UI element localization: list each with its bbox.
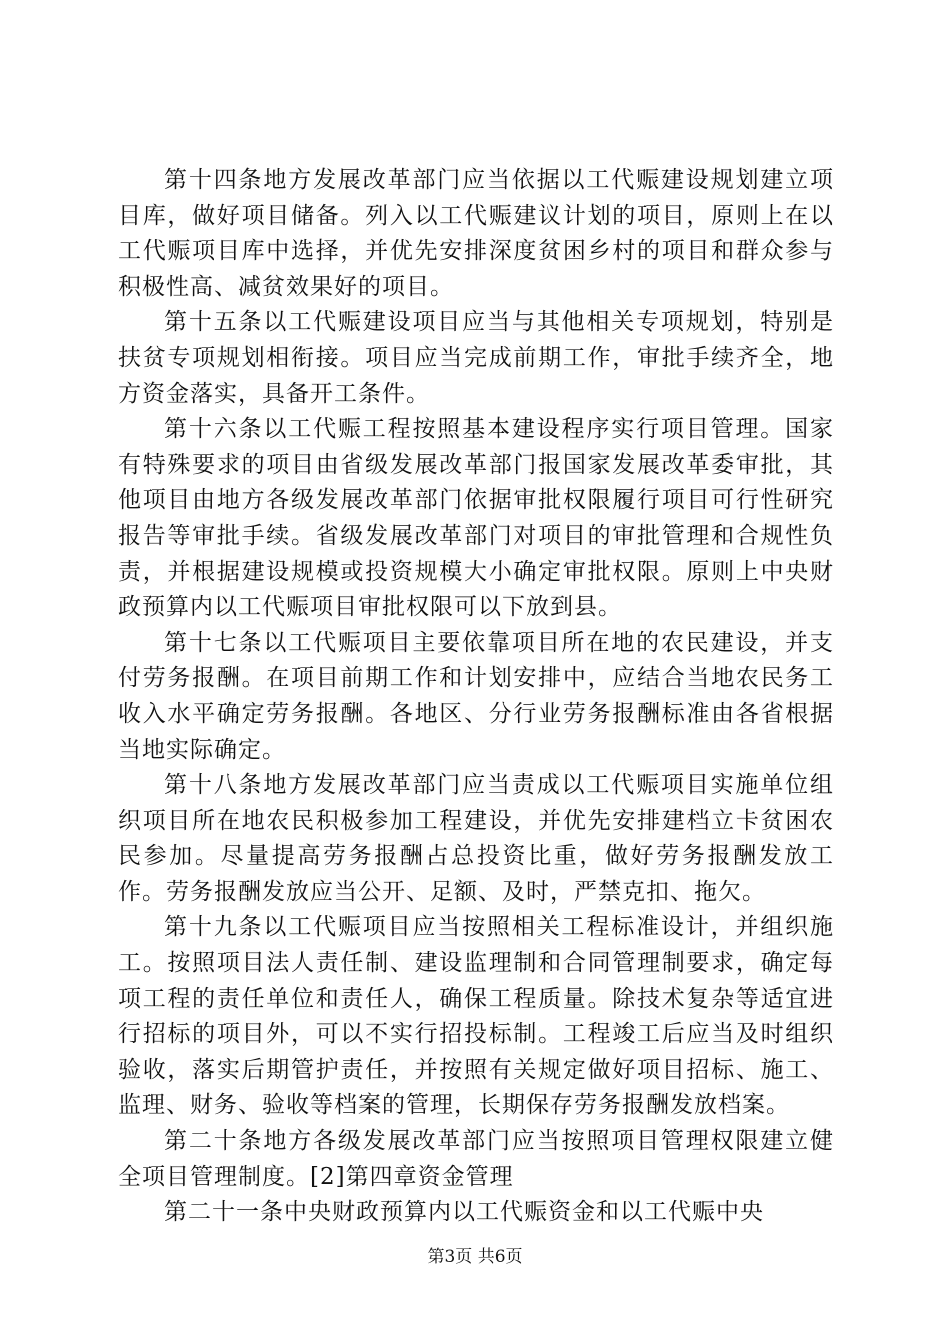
paragraph-article-16: 第十六条以工代赈工程按照基本建设程序实行项目管理。国家有特殊要求的项目由省级发展改革部门报国家发展改革委审批，其他项目由地方各级发展改革部门依据审批权限履行项目可行性研究报告等审批手续。省级发展改革部门对项目的审批管理和合规性负责，并根据建设规模或投资规模大小确定审批权限。原则上中央财政预算内以工代赈项目审批权限可以下放到县。 [118,416,834,621]
paragraph-article-14: 第十四条地方发展改革部门应当依据以工代赈建设规划建立项目库，做好项目储备。列入以工代赈建议计划的项目，原则上在以工代赈项目库中选择，并优先安排深度贫困乡村的项目和群众参与积极性高、减贫效果好的项目。 [118,167,834,300]
paragraph-article-15: 第十五条以工代赈建设项目应当与其他相关专项规划，特别是扶贫专项规划相衔接。项目应当完成前期工作，审批手续齐全，地方资金落实，具备开工条件。 [118,309,834,407]
paragraph-article-18: 第十八条地方发展改革部门应当责成以工代赈项目实施单位组织项目所在地农民积极参加工程建设，并优先安排建档立卡贫困农民参加。尽量提高劳务报酬占总投资比重，做好劳务报酬发放工作。劳务报酬发放应当公开、足额、及时，严禁克扣、拖欠。 [118,772,834,905]
paragraph-article-19: 第十九条以工代赈项目应当按照相关工程标准设计，并组织施工。按照项目法人责任制、建设监理制和合同管理制要求，确定每项工程的责任单位和责任人，确保工程质量。除技术复杂等适宜进行招标的项目外，可以不实行招投标制。工程竣工后应当及时组织验收，落实后期管护责任，并按照有关规定做好项目招标、施工、监理、财务、验收等档案的管理，长期保存劳务报酬发放档案。 [118,914,834,1119]
page-footer: 第3页 共6页 [427,1247,523,1267]
paragraph-article-17: 第十七条以工代赈项目主要依靠项目所在地的农民建设，并支付劳务报酬。在项目前期工作和计划安排中，应结合当地农民务工收入水平确定劳务报酬。各地区、分行业劳务报酬标准由各省根据当地实际确定。 [118,629,834,763]
document-body [118,163,834,1231]
paragraph-article-20: 第二十条地方各级发展改革部门应当按照项目管理权限建立健全项目管理制度。[2]第四章资金管理 [118,1128,834,1190]
paragraph-article-21: 第二十一条中央财政预算内以工代赈资金和以工代赈中央 [164,1199,764,1226]
